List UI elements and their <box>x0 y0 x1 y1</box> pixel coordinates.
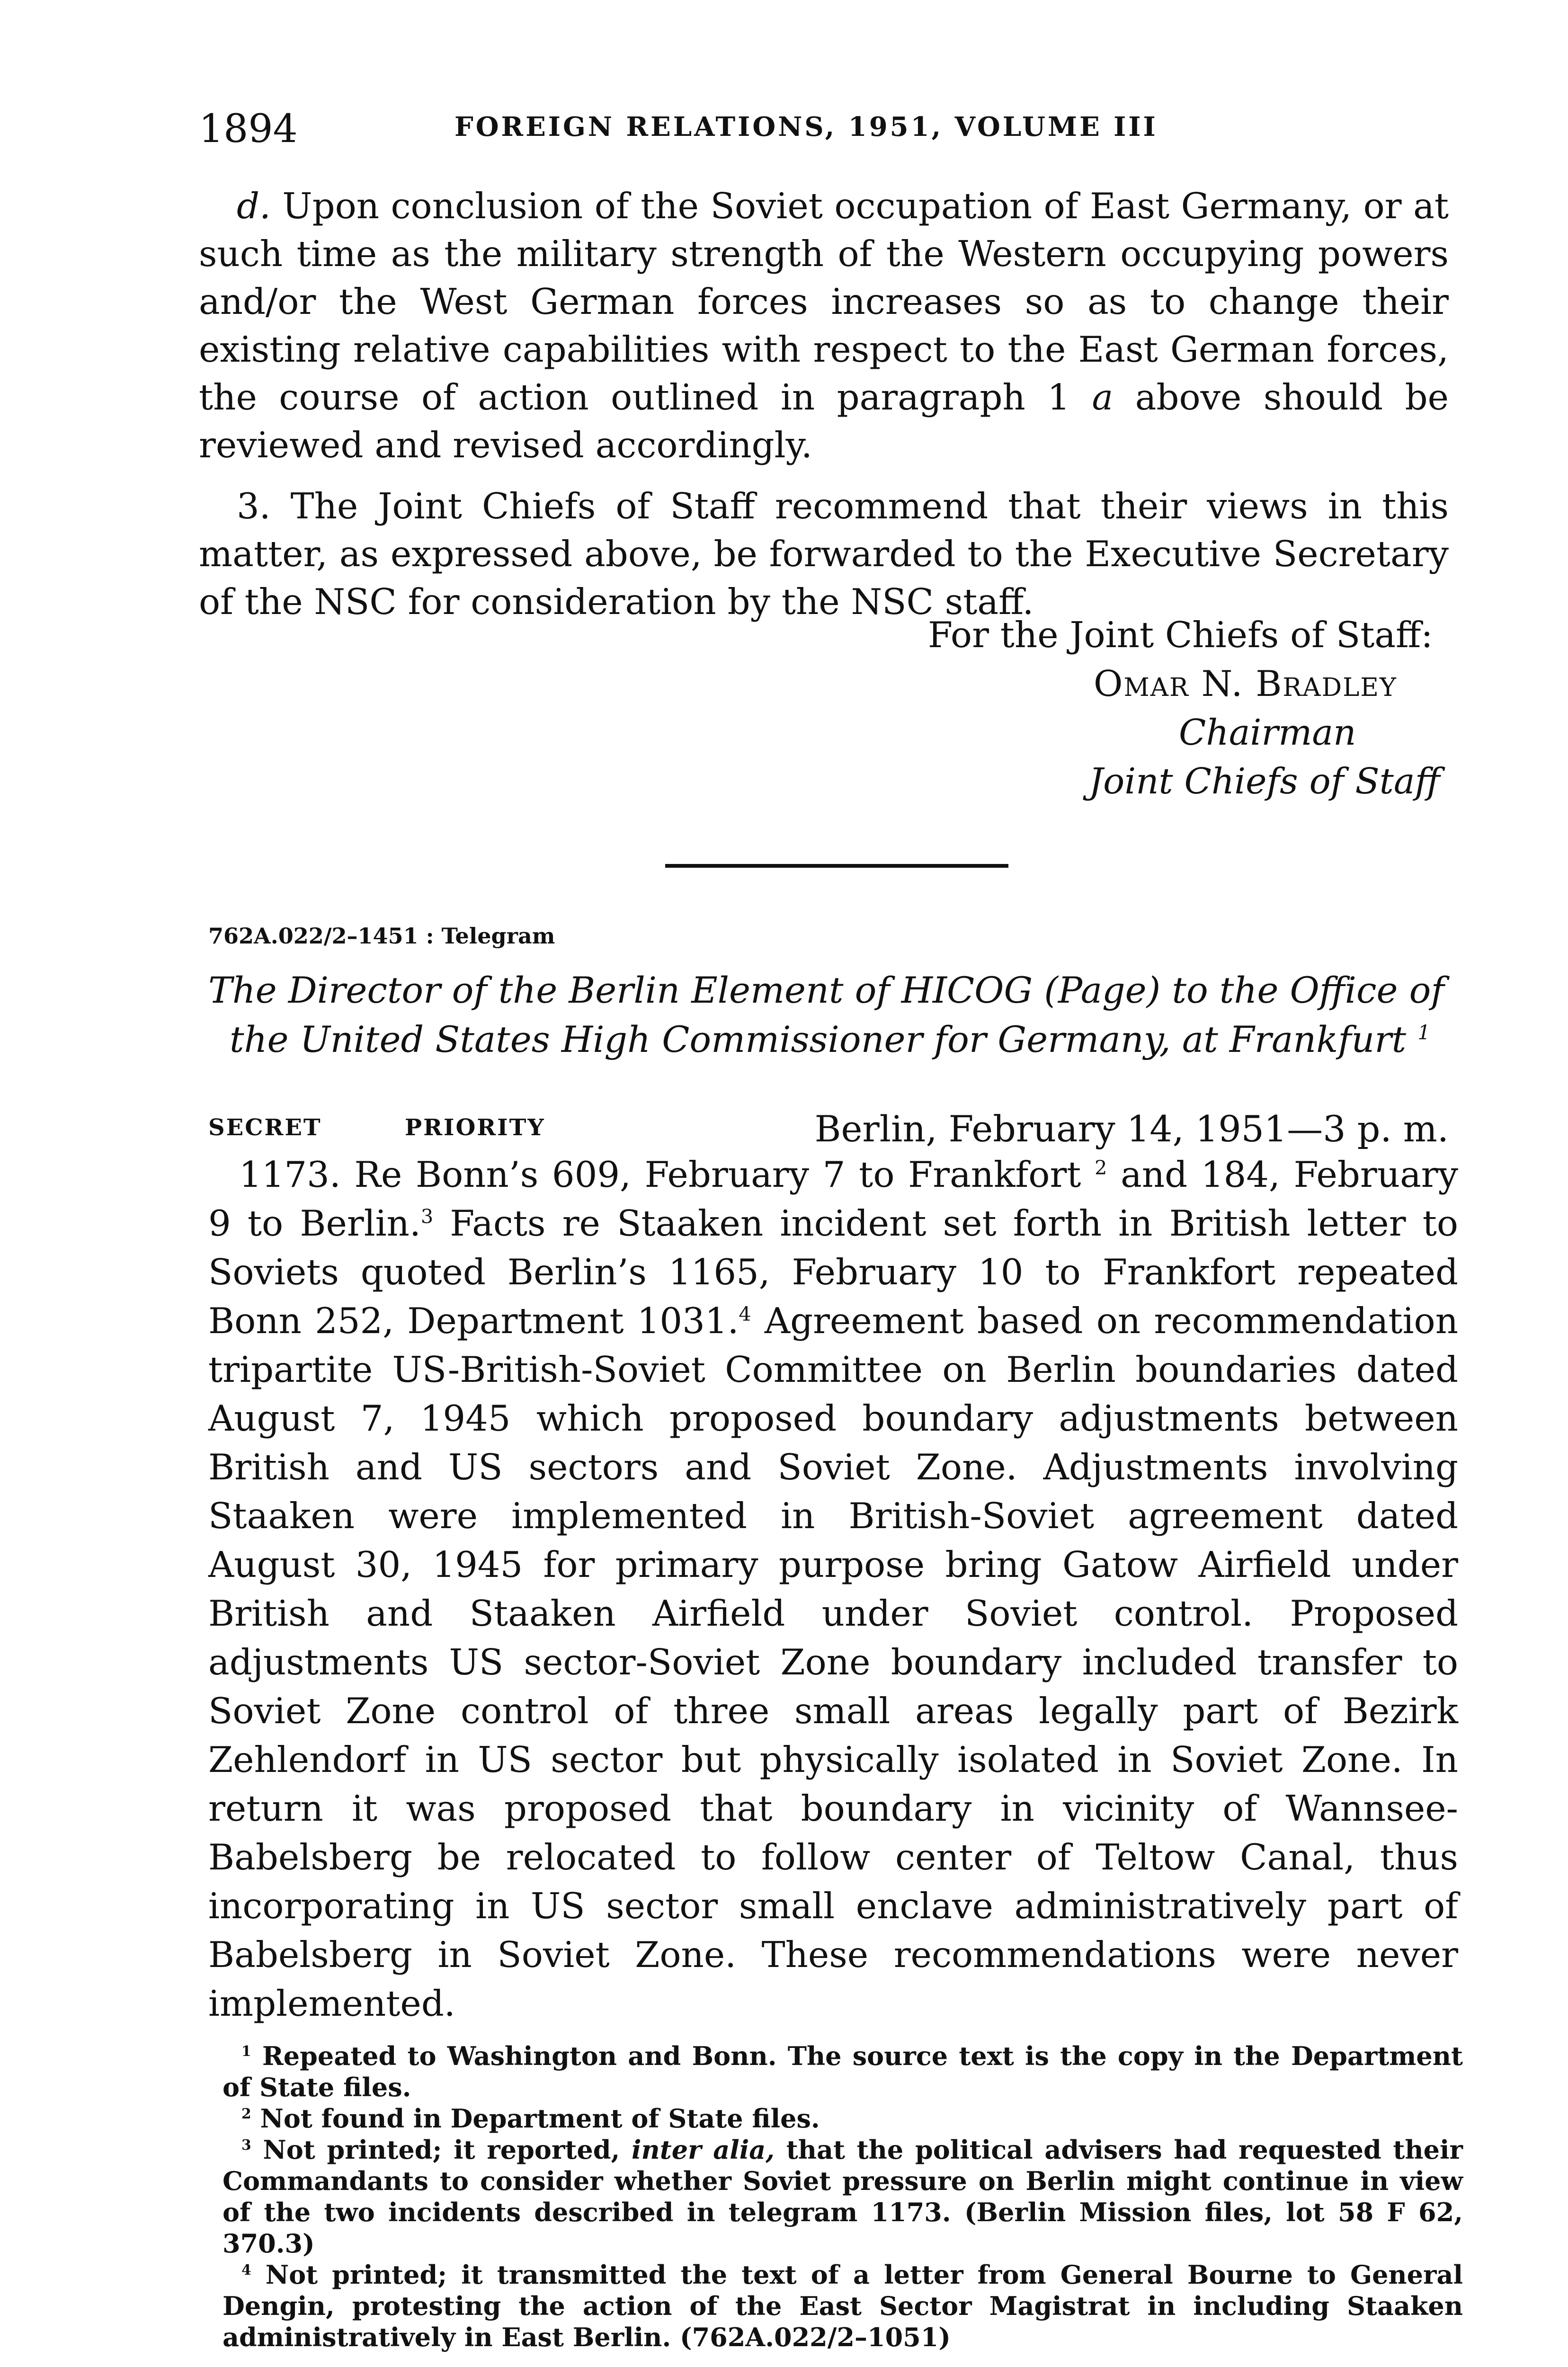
page-header <box>199 107 1430 163</box>
paragraph-d <box>199 182 1449 469</box>
signature-block <box>928 611 1449 806</box>
signature-for-line: For the Joint Chiefs of Staff: <box>928 614 1433 656</box>
file-reference: 762A.022/2–1451 : Telegram <box>208 923 555 949</box>
footnote-3-pre: Not printed; it reported, <box>263 2135 620 2165</box>
paragraph-d-label: d. <box>237 185 271 227</box>
footnote-4 <box>223 2259 1463 2353</box>
footnote-3 <box>223 2134 1463 2259</box>
classification-priority: PRIORITY <box>405 1114 545 1141</box>
telegram-text-2: and 184, February 9 to Berlin. <box>208 1154 1459 1244</box>
telegram-text-1: 1173. Re Bonn’s 609, February 7 to Frankfort <box>239 1154 1081 1195</box>
running-head: FOREIGN RELATIONS, 1951, VOLUME III <box>454 111 1158 142</box>
footnote-2 <box>223 2103 1463 2134</box>
paragraph-3: 3. The Joint Chiefs of Staff recommend that their views in this matter, as expressed above, be forwarded to the Executive Secretary of the NSC for consideration by the NSC staff. <box>199 485 1449 623</box>
footnote-3-post: that the political advisers had requested their Commandants to consider whether Soviet pressure on Berlin might continue in view of the two incidents described in telegram 1173. (Berlin Mission files, lot 58 F 62, 370.3) <box>223 2135 1463 2259</box>
page-number: 1894 <box>199 107 298 151</box>
section-divider <box>665 864 1008 868</box>
footnote-2-text: Not found in Department of State files. <box>260 2103 820 2134</box>
footnote-ref-1: 1 <box>1417 1021 1430 1044</box>
footnote-1-number: 1 <box>241 2043 251 2060</box>
memo-body <box>199 182 1449 626</box>
footnote-ref-3: 3 <box>420 1205 434 1228</box>
footnote-3-number: 3 <box>241 2137 251 2153</box>
paragraph-d-text: Upon conclusion of the Soviet occupation of East Germany, or at such time as the military strength of the Western occupying powers and/or the West German forces increases so as to change their existing relative capabilities with respect to the East German forces, the course of action outlined in paragraph 1 <box>199 185 1449 418</box>
footnote-ref-2: 2 <box>1095 1157 1107 1179</box>
footnotes <box>223 2040 1463 2353</box>
footnote-1-text: Repeated to Washington and Bonn. The source text is the copy in the Department of State files. <box>223 2041 1463 2102</box>
footnote-ref-4: 4 <box>739 1303 751 1326</box>
telegram-text-4: Agreement based on recommendation tripartite US-British-Soviet Committee on Berlin boundaries dated August 7, 1945 which proposed boundary adjustments between British and US sectors and Soviet Zone. Adjustments involving Staaken were implemented in British-Soviet agreement dated August 30, 1945 for primary purpose bring Gatow Airfield under British and Staaken Airfield under Soviet control. Proposed adjustments US sector-Soviet Zone boundary included transfer to Soviet Zone control of three small areas legally part of Bezirk Zehlendorf in US sector but physically isolated in Soviet Zone. In return it was proposed that boundary in vicinity of Wannsee-Babelsberg be relocated to follow center of Teltow Canal, thus incorporating in US sector small enclave administratively part of Babelsberg in Soviet Zone. These recommendations were never implemented. <box>208 1300 1459 2024</box>
signature-org: Joint Chiefs of Staff <box>1089 760 1440 802</box>
footnote-3-italic: inter alia, <box>631 2135 775 2165</box>
dateline: Berlin, February 14, 1951—3 p. m. <box>814 1108 1449 1150</box>
telegram-body <box>208 1150 1458 2028</box>
telegram-paragraph <box>208 1150 1458 2028</box>
document-title-line-2-text: the United States High Commissioner for Germany, at Frankfurt <box>230 1018 1407 1060</box>
document-title <box>208 966 1449 1064</box>
footnote-4-number: 4 <box>241 2262 251 2278</box>
footnote-2-number: 2 <box>241 2106 251 2122</box>
footnote-4-text: Not printed; it transmitted the text of a letter from General Bourne to General Dengin, protesting the action of the East Sector Magistrat in including Staaken administratively in East Berlin. (762A.022/2–1051) <box>223 2260 1463 2352</box>
telegram-text-3: Facts re Staaken incident set forth in British letter to Soviets quoted Berlin’s 1165, February 10 to Frankfort repeated Bonn 252, Department 1031. <box>208 1202 1458 1342</box>
document-title-line-2 <box>208 1015 1449 1064</box>
paragraph-d-ref: a <box>1092 376 1114 418</box>
paragraph-d-tail: above should be reviewed and revised accordingly. <box>199 376 1449 466</box>
signature-name: Omar N. Bradley <box>1094 663 1397 704</box>
signature-title: Chairman <box>1179 712 1356 753</box>
footnote-1 <box>223 2040 1463 2103</box>
document-title-line-1: The Director of the Berlin Element of HICOG (Page) to the Office of <box>208 969 1444 1011</box>
classification-secret: SECRET <box>208 1114 322 1141</box>
